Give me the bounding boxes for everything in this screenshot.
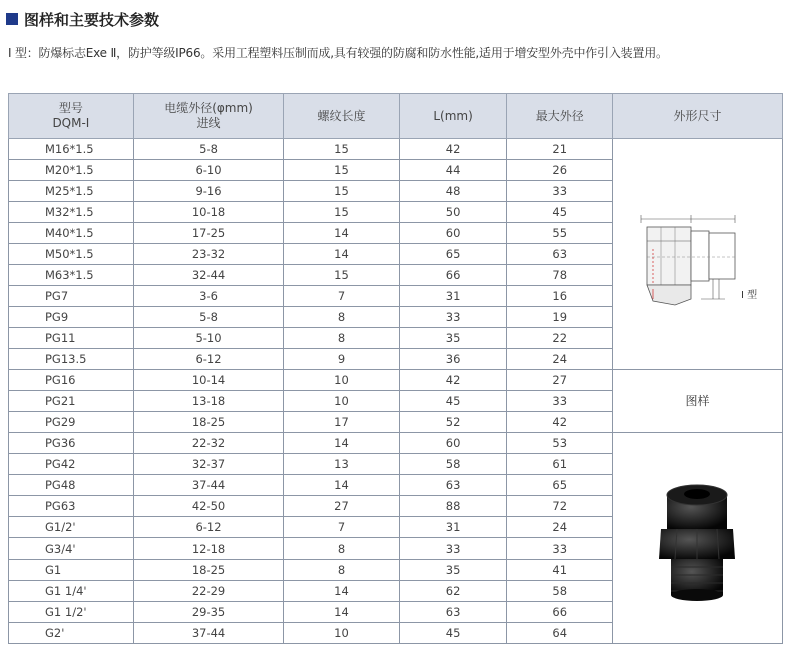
cell-cable-dia: 9-16 — [133, 181, 283, 202]
cell-cable-dia: 12-18 — [133, 538, 283, 559]
cell-length: 48 — [399, 181, 507, 202]
header-cable-line2: 进线 — [196, 116, 221, 130]
cell-length: 35 — [399, 559, 507, 580]
section-marker-icon — [6, 13, 18, 25]
cell-max-dia: 21 — [507, 139, 613, 160]
cell-length: 31 — [399, 286, 507, 307]
cell-length: 45 — [399, 391, 507, 412]
cell-max-dia: 33 — [507, 391, 613, 412]
cell-max-dia: 63 — [507, 244, 613, 265]
cell-thread-length: 8 — [284, 328, 400, 349]
cell-model: G1/2' — [9, 517, 134, 538]
cell-cable-dia: 42-50 — [133, 496, 283, 517]
cell-model: PG16 — [9, 370, 134, 391]
cell-length: 36 — [399, 349, 507, 370]
cell-max-dia: 72 — [507, 496, 613, 517]
cell-thread-length: 15 — [284, 265, 400, 286]
cell-cable-dia: 18-25 — [133, 412, 283, 433]
cell-length: 65 — [399, 244, 507, 265]
cell-model: G2' — [9, 622, 134, 643]
cell-cable-dia: 5-8 — [133, 139, 283, 160]
cell-cable-dia: 32-44 — [133, 265, 283, 286]
cell-thread-length: 14 — [284, 601, 400, 622]
section-description: I 型：防爆标志Exe Ⅱ，防护等级IP66。采用工程塑料压制而成,具有较强的防腐和防水性能,适用于增安型外壳中作引入装置用。 — [8, 46, 668, 60]
cell-model: PG7 — [9, 286, 134, 307]
cell-max-dia: 45 — [507, 202, 613, 223]
figure-caption-cell — [612, 370, 782, 433]
cell-max-dia: 27 — [507, 370, 613, 391]
cell-cable-dia: 10-18 — [133, 202, 283, 223]
header-model-line1: 型号 — [58, 101, 83, 115]
cell-max-dia: 55 — [507, 223, 613, 244]
cell-thread-length: 15 — [284, 160, 400, 181]
cell-model: M40*1.5 — [9, 223, 134, 244]
cell-thread-length: 14 — [284, 580, 400, 601]
cell-model: M25*1.5 — [9, 181, 134, 202]
cell-thread-length: 10 — [284, 622, 400, 643]
cell-max-dia: 53 — [507, 433, 613, 454]
table-row — [9, 139, 783, 160]
cell-model: G1 1/4' — [9, 580, 134, 601]
cell-thread-length: 15 — [284, 139, 400, 160]
cell-model: G3/4' — [9, 538, 134, 559]
cell-cable-dia: 23-32 — [133, 244, 283, 265]
cell-cable-dia: 5-8 — [133, 307, 283, 328]
cell-thread-length: 10 — [284, 370, 400, 391]
cell-max-dia: 33 — [507, 538, 613, 559]
header-model-line2: DQM-Ⅰ — [52, 116, 90, 130]
product-photo-cell — [612, 433, 782, 644]
cell-cable-dia: 17-25 — [133, 223, 283, 244]
cell-cable-dia: 3-6 — [133, 286, 283, 307]
cell-length: 31 — [399, 517, 507, 538]
cell-model: PG9 — [9, 307, 134, 328]
cell-max-dia: 61 — [507, 454, 613, 475]
cell-length: 66 — [399, 265, 507, 286]
cell-max-dia: 78 — [507, 265, 613, 286]
cell-length: 33 — [399, 538, 507, 559]
cell-cable-dia: 5-10 — [133, 328, 283, 349]
cell-max-dia: 42 — [507, 412, 613, 433]
header-thread: 螺纹长度 — [284, 94, 400, 139]
cell-thread-length: 7 — [284, 286, 400, 307]
cell-cable-dia: 22-29 — [133, 580, 283, 601]
cell-thread-length: 10 — [284, 391, 400, 412]
cell-length: 88 — [399, 496, 507, 517]
cell-max-dia: 64 — [507, 622, 613, 643]
type-label: Ⅰ 型 — [740, 290, 758, 301]
cell-length: 63 — [399, 601, 507, 622]
cell-thread-length: 13 — [284, 454, 400, 475]
cell-length: 60 — [399, 433, 507, 454]
cell-max-dia: 33 — [507, 181, 613, 202]
cell-max-dia: 19 — [507, 307, 613, 328]
figure-caption: 图样 — [685, 394, 710, 408]
header-max-dia: 最大外径 — [507, 94, 613, 139]
cell-length: 50 — [399, 202, 507, 223]
cell-max-dia: 24 — [507, 349, 613, 370]
cell-cable-dia: 37-44 — [133, 622, 283, 643]
cell-model: PG63 — [9, 496, 134, 517]
header-cable-line1: 电缆外径(φmm) — [164, 101, 253, 115]
cell-thread-length: 14 — [284, 244, 400, 265]
header-length: L(mm) — [399, 94, 507, 139]
cell-thread-length: 17 — [284, 412, 400, 433]
cell-thread-length: 9 — [284, 349, 400, 370]
cell-cable-dia: 29-35 — [133, 601, 283, 622]
cell-cable-dia: 10-14 — [133, 370, 283, 391]
table-header-row — [9, 94, 783, 139]
cell-model: PG11 — [9, 328, 134, 349]
cell-thread-length: 14 — [284, 475, 400, 496]
cable-gland-photo-icon — [613, 433, 782, 638]
cell-thread-length: 8 — [284, 307, 400, 328]
gland-dimension-drawing-icon — [613, 149, 782, 359]
section-header — [6, 8, 159, 30]
cell-model: M63*1.5 — [9, 265, 134, 286]
cell-model: M50*1.5 — [9, 244, 134, 265]
cell-cable-dia: 37-44 — [133, 475, 283, 496]
cell-max-dia: 65 — [507, 475, 613, 496]
cell-length: 33 — [399, 307, 507, 328]
cell-model: PG21 — [9, 391, 134, 412]
cell-thread-length: 8 — [284, 559, 400, 580]
cell-cable-dia: 6-10 — [133, 160, 283, 181]
cell-thread-length: 15 — [284, 181, 400, 202]
cell-model: G1 — [9, 559, 134, 580]
cell-cable-dia: 32-37 — [133, 454, 283, 475]
cell-thread-length: 14 — [284, 433, 400, 454]
cell-max-dia: 24 — [507, 517, 613, 538]
cell-length: 60 — [399, 223, 507, 244]
table-row — [9, 433, 783, 454]
cell-model: G1 1/2' — [9, 601, 134, 622]
cell-length: 42 — [399, 139, 507, 160]
cell-model: M16*1.5 — [9, 139, 134, 160]
header-dimensions: 外形尺寸 — [612, 94, 782, 139]
dimension-drawing — [613, 149, 782, 359]
cell-cable-dia: 6-12 — [133, 349, 283, 370]
spec-table — [8, 93, 783, 644]
cell-cable-dia: 13-18 — [133, 391, 283, 412]
cell-max-dia: 58 — [507, 580, 613, 601]
cell-model: PG13.5 — [9, 349, 134, 370]
cell-max-dia: 66 — [507, 601, 613, 622]
cell-max-dia: 41 — [507, 559, 613, 580]
section-title: 图样和主要技术参数 — [24, 10, 160, 29]
header-cable — [133, 94, 283, 139]
cell-cable-dia: 6-12 — [133, 517, 283, 538]
cell-length: 42 — [399, 370, 507, 391]
cell-model: PG48 — [9, 475, 134, 496]
cell-max-dia: 26 — [507, 160, 613, 181]
cell-length: 52 — [399, 412, 507, 433]
cell-length: 63 — [399, 475, 507, 496]
cell-thread-length: 27 — [284, 496, 400, 517]
cell-thread-length: 15 — [284, 202, 400, 223]
dimension-drawing-cell — [612, 139, 782, 370]
cell-model: PG36 — [9, 433, 134, 454]
cell-length: 44 — [399, 160, 507, 181]
table-row — [9, 370, 783, 391]
cell-thread-length: 14 — [284, 223, 400, 244]
cell-thread-length: 8 — [284, 538, 400, 559]
cell-max-dia: 16 — [507, 286, 613, 307]
cell-model: M20*1.5 — [9, 160, 134, 181]
cell-length: 62 — [399, 580, 507, 601]
cell-model: M32*1.5 — [9, 202, 134, 223]
cell-model: PG29 — [9, 412, 134, 433]
cell-max-dia: 22 — [507, 328, 613, 349]
cell-cable-dia: 18-25 — [133, 559, 283, 580]
cell-model: PG42 — [9, 454, 134, 475]
cell-length: 58 — [399, 454, 507, 475]
cell-length: 35 — [399, 328, 507, 349]
cell-length: 45 — [399, 622, 507, 643]
header-model — [9, 94, 134, 139]
cell-thread-length: 7 — [284, 517, 400, 538]
cell-cable-dia: 22-32 — [133, 433, 283, 454]
